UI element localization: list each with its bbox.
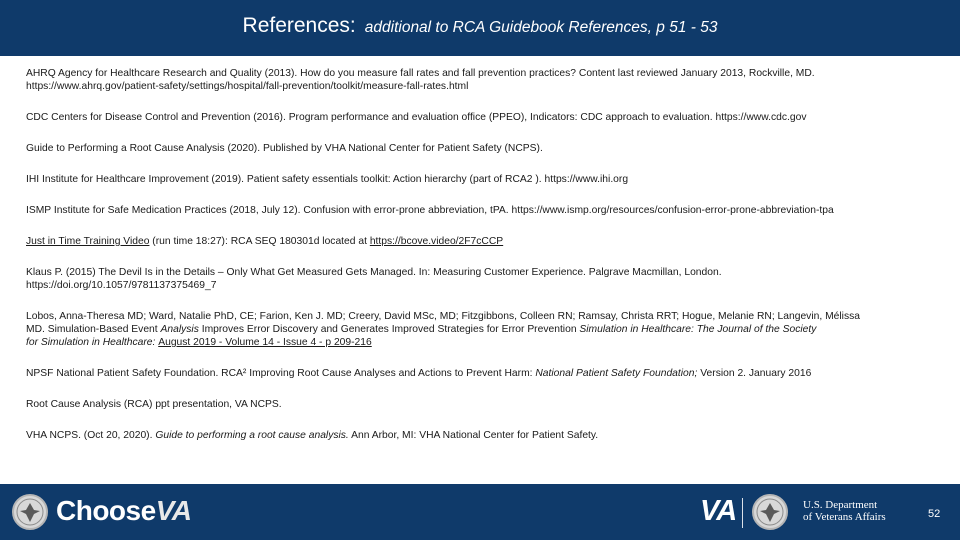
page-title: References:: [242, 14, 356, 37]
reference-klaus: Klaus P. (2015) The Devil Is in the Details – Only What Get Measured Gets Managed. In: Measuring Customer Experience. Palgrave Macmillan, London. https://doi.org/10.1057/9781137375469_7: [26, 267, 722, 291]
bcove-video-link[interactable]: https://bcove.video/2F7cCCP: [369, 236, 504, 247]
reference-jit-video: Just in Time Training Video (run time 18:27): RCA SEQ 180301d located at https://bcove.video/2F7cCCP: [26, 236, 504, 247]
reference-cdc: CDC Centers for Disease Control and Prevention (2016). Program performance and evaluation office (PPEO), Indicators: CDC approach to evaluation. https://www.cdc.gov: [26, 112, 807, 123]
reference-ihi: IHI Institute for Healthcare Improvement (2019). Patient safety essentials toolkit: Action hierarchy (part of RCA2 ). https://www.ihi.org: [26, 174, 629, 185]
reference-npsf: NPSF National Patient Safety Foundation. RCA² Improving Root Cause Analyses and Actions to Prevent Harm: National Patient Safety Foundation; Version 2. January 2016: [26, 368, 812, 379]
va-logo: VA: [700, 495, 737, 527]
reference-list: [26, 67, 941, 442]
journal-issue-link[interactable]: August 2019 - Volume 14 - Issue 4 - p 209-216: [158, 337, 372, 348]
reference-rca-guide: Guide to Performing a Root Cause Analysis (2020). Published by VHA National Center for Patient Safety (NCPS).: [26, 143, 543, 154]
reference-ismp: ISMP Institute for Safe Medication Practices (2018, July 12). Confusion with error-prone abbreviation, tPA. https://www.ismp.org/resources/confusion-error-prone-abbreviation-tpa: [26, 205, 834, 216]
choose-va-logo: ChooseVA: [56, 495, 192, 526]
reference-lobos: Lobos, Anna-Theresa MD; Ward, Natalie PhD, CE; Farion, Ken J. MD; Creery, David MSc, MD; Fitzgibbons, Colleen RN; Ramsay, Christa RRT; Hogue, Melanie RN; Langevin, Mélissa MD. Simulation-Based Event Analysis Improves Error Discovery and Generates Improved Strategies for Error Prevention Simulation in Healthcare: The Journal of the Society for Simulation in Healthcare: August 2019 - Volume 14 - Issue 4 - p 209-216: [26, 311, 860, 348]
department-name: U.S. Department of Veterans Affairs: [803, 499, 886, 523]
department-seal-icon: [752, 494, 788, 530]
page-number: 52: [928, 508, 941, 520]
page-subtitle: additional to RCA Guidebook References, p 51 - 53: [364, 19, 718, 36]
jit-video-link[interactable]: Just in Time Training Video: [26, 236, 150, 247]
footer-bar: [0, 484, 960, 540]
va-seal-icon: [12, 494, 48, 530]
divider: [742, 498, 743, 528]
reference-rca-ppt: Root Cause Analysis (RCA) ppt presentation, VA NCPS.: [26, 399, 282, 410]
reference-ahrq: AHRQ Agency for Healthcare Research and Quality (2013). How do you measure fall rates and fall prevention practices? Content last reviewed January 2013, Rockville, MD. https://www.ahrq.gov/patient-safety/settings/hospital/fall-prevention/toolkit/measure-fall-rates.html: [26, 68, 815, 92]
title-bar: [0, 0, 960, 56]
reference-vha-ncps: VHA NCPS. (Oct 20, 2020). Guide to performing a root cause analysis. Ann Arbor, MI: VHA National Center for Patient Safety.: [26, 430, 599, 441]
